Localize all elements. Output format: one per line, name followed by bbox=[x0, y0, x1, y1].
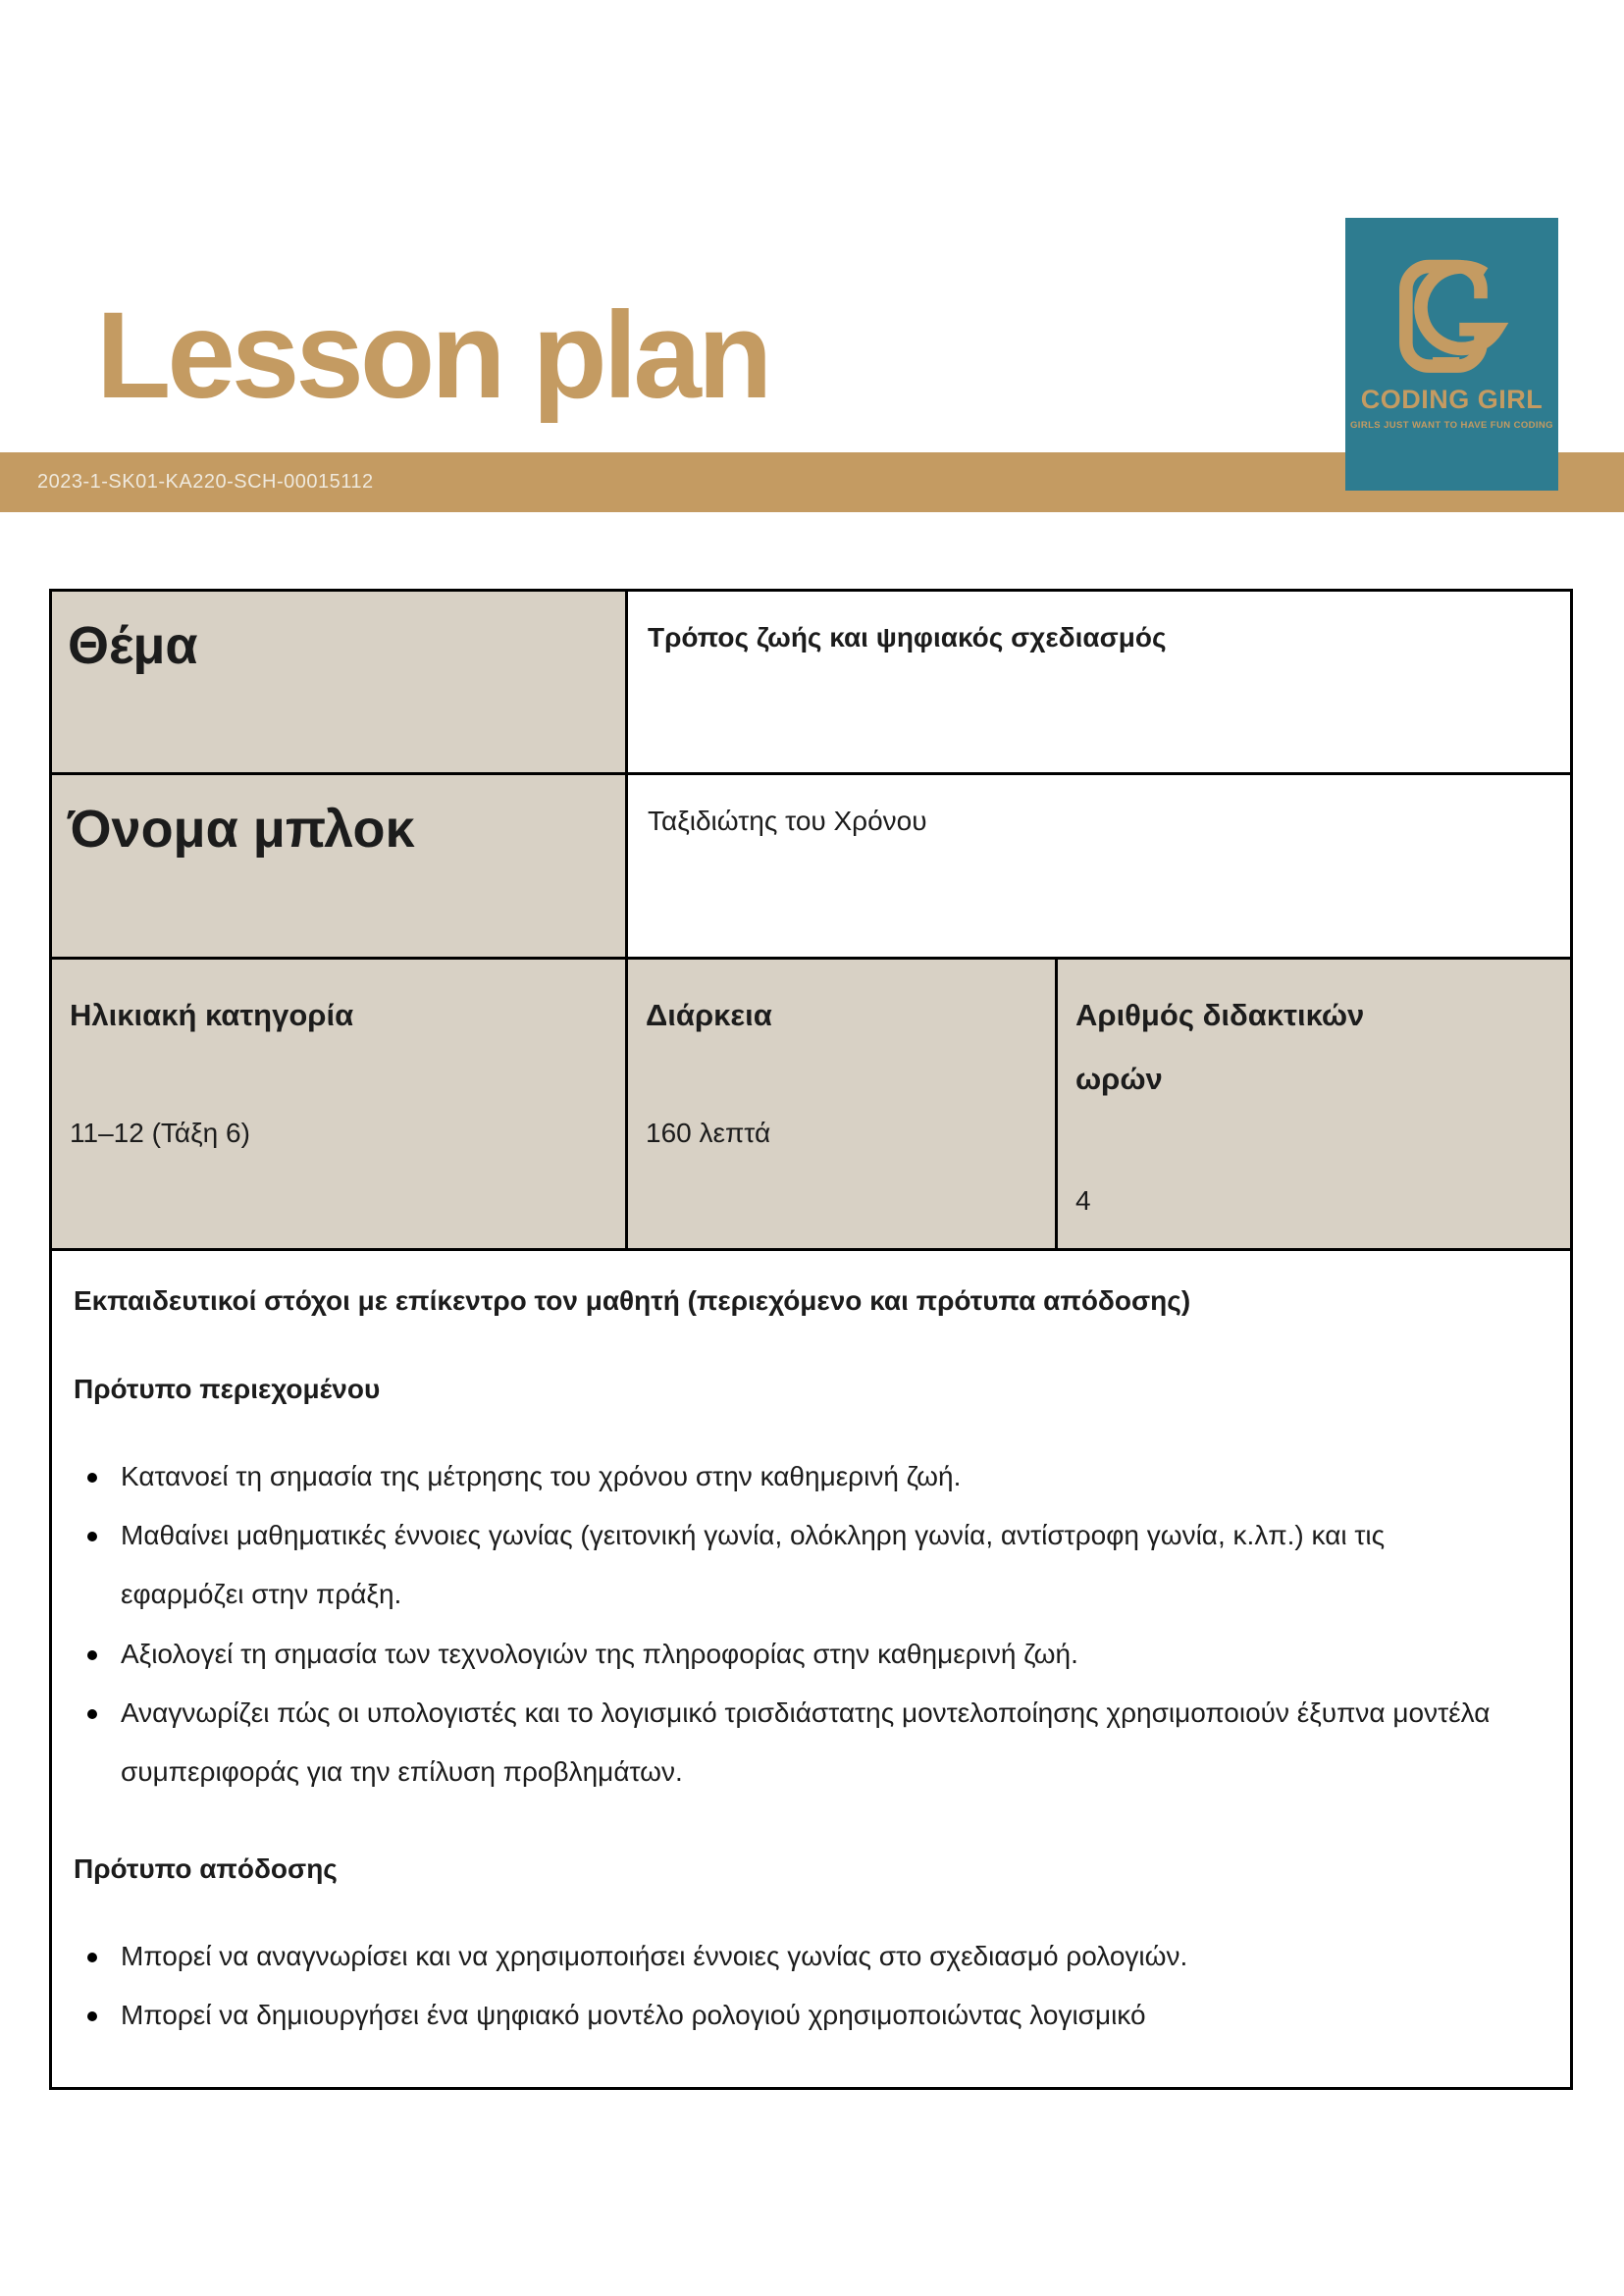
age-category-cell bbox=[51, 959, 627, 1250]
content-standard-heading: Πρότυπο περιεχομένου bbox=[74, 1374, 381, 1404]
list-item: Κατανοεί τη σημασία της μέτρησης του χρόνου στην καθημερινή ζωή. bbox=[74, 1447, 1506, 1506]
topic-value: Τρόπος ζωής και ψηφιακός σχεδιασμός bbox=[627, 591, 1572, 774]
list-item: Μαθαίνει μαθηματικές έννοιες γωνίας (γειτονική γωνία, ολόκληρη γωνία, αντίστροφη γωνία, κ.λπ.) και τις εφαρμόζει στην πράξη. bbox=[74, 1506, 1506, 1624]
block-name-label: Όνομα μπλοκ bbox=[51, 774, 627, 959]
project-reference-number: 2023-1-SK01-KA220-SCH-00015112 bbox=[37, 471, 374, 493]
table-row-topic bbox=[51, 591, 1572, 774]
coding-girl-logo bbox=[1345, 218, 1558, 491]
block-name-value: Ταξιδιώτης του Χρόνου bbox=[627, 774, 1572, 959]
teaching-hours-label: Αριθμός διδακτικών ωρών bbox=[1075, 998, 1365, 1097]
teaching-hours-value: 4 bbox=[1075, 1185, 1091, 1217]
lesson-plan-table bbox=[49, 589, 1573, 2090]
list-item: Μπορεί να δημιουργήσει ένα ψηφιακό μοντέλο ρολογιού χρησιμοποιώντας λογισμικό bbox=[74, 1986, 1506, 2045]
topic-label: Θέμα bbox=[51, 591, 627, 774]
list-item: Μπορεί να αναγνωρίσει και να χρησιμοποιήσει έννοιες γωνίας στο σχεδιασμό ρολογιών. bbox=[74, 1927, 1506, 1986]
logo-name: CODING GIRL bbox=[1360, 385, 1544, 414]
table-row-block-name bbox=[51, 774, 1572, 959]
page-title: Lesson plan bbox=[96, 287, 769, 424]
age-category-label: Ηλικιακή κατηγορία bbox=[70, 998, 354, 1032]
objectives-heading: Εκπαιδευτικοί στόχοι με επίκεντρο τον μαθητή (περιεχόμενο και πρότυπα απόδοσης) bbox=[74, 1285, 1191, 1316]
duration-label: Διάρκεια bbox=[646, 998, 772, 1032]
objectives-cell bbox=[51, 1250, 1572, 2089]
list-item: Αναγνωρίζει πώς οι υπολογιστές και το λογισμικό τρισδιάστατης μοντελοποίησης χρησιμοποιούν έξυπνα μοντέλα συμπεριφοράς για την επίλυση προβλημάτων. bbox=[74, 1684, 1506, 1801]
duration-value: 160 λεπτά bbox=[646, 1118, 771, 1149]
teaching-hours-cell bbox=[1057, 959, 1572, 1250]
content-standard-list bbox=[74, 1447, 1541, 1801]
logo-tagline: GIRLS JUST WANT TO HAVE FUN CODING bbox=[1350, 420, 1553, 431]
table-row-info bbox=[51, 959, 1572, 1250]
performance-standard-list bbox=[74, 1927, 1541, 2045]
document-header bbox=[0, 0, 1624, 589]
age-category-value: 11–12 (Τάξη 6) bbox=[70, 1118, 250, 1149]
coding-girl-monogram-icon bbox=[1379, 243, 1526, 377]
performance-standard-heading: Πρότυπο απόδοσης bbox=[74, 1853, 338, 1885]
duration-cell bbox=[627, 959, 1057, 1250]
table-row-objectives bbox=[51, 1250, 1572, 2089]
list-item: Αξιολογεί τη σημασία των τεχνολογιών της πληροφορίας στην καθημερινή ζωή. bbox=[74, 1625, 1506, 1684]
